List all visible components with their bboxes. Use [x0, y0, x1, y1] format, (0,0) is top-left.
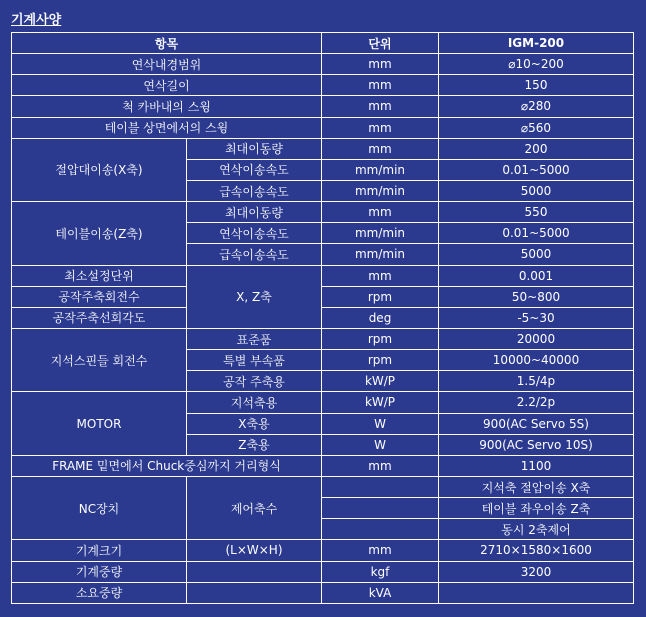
row-value: 5000 — [439, 244, 634, 265]
row-value: 5000 — [439, 180, 634, 201]
row-unit: mm — [322, 455, 439, 476]
row-label: 공작주축선회각도 — [12, 307, 187, 328]
table-row — [12, 96, 634, 117]
header-unit: 단위 — [322, 33, 439, 54]
table-row — [12, 476, 634, 497]
row-unit: kgf — [322, 561, 439, 582]
row-value: ⌀560 — [439, 117, 634, 138]
row-value: 20000 — [439, 328, 634, 349]
row-unit: mm/min — [322, 223, 439, 244]
row-unit — [322, 498, 439, 519]
table-row — [12, 286, 634, 307]
group-label: 절압대이송(X축) — [12, 138, 187, 201]
table-row — [12, 561, 634, 582]
row-unit: W — [322, 413, 439, 434]
row-unit: rpm — [322, 328, 439, 349]
row-unit: mm — [322, 202, 439, 223]
sub-label: 연삭이송속도 — [187, 159, 322, 180]
table-row — [12, 54, 634, 75]
sub-label: Z축용 — [187, 434, 322, 455]
row-value: 동시 2축제어 — [439, 519, 634, 540]
row-unit: mm/min — [322, 180, 439, 201]
row-unit: mm — [322, 117, 439, 138]
sub-label: 지석축용 — [187, 392, 322, 413]
group-label: NC장치 — [12, 476, 187, 539]
sub-label — [187, 561, 322, 582]
row-unit: kW/P — [322, 371, 439, 392]
row-unit — [322, 519, 439, 540]
row-unit — [322, 476, 439, 497]
row-value: ⌀280 — [439, 96, 634, 117]
row-unit: rpm — [322, 286, 439, 307]
row-unit: W — [322, 434, 439, 455]
axis-label: X, Z축 — [187, 265, 322, 328]
row-value: 150 — [439, 75, 634, 96]
row-label: 테이블 상면에서의 스윙 — [12, 117, 322, 138]
row-unit: kVA — [322, 582, 439, 603]
row-unit: mm — [322, 540, 439, 561]
table-row — [12, 582, 634, 603]
header-model: IGM-200 — [439, 33, 634, 54]
sub-label: 최대이동량 — [187, 138, 322, 159]
table-row — [12, 265, 634, 286]
page-title: 기계사양 — [11, 13, 62, 28]
row-value: 200 — [439, 138, 634, 159]
row-unit: mm/min — [322, 159, 439, 180]
table-row — [12, 455, 634, 476]
row-label: 기계중량 — [12, 561, 187, 582]
table-row — [12, 138, 634, 159]
row-unit: deg — [322, 307, 439, 328]
sub-label: 연삭이송속도 — [187, 223, 322, 244]
row-value: 10000~40000 — [439, 350, 634, 371]
row-value: 지석축 절압이송 X축 — [439, 476, 634, 497]
row-value: 테이블 좌우이송 Z축 — [439, 498, 634, 519]
row-value: 2.2/2p — [439, 392, 634, 413]
row-value: 1.5/4p — [439, 371, 634, 392]
row-value: -5~30 — [439, 307, 634, 328]
table-row — [12, 202, 634, 223]
sub-label: 특별 부속품 — [187, 350, 322, 371]
row-unit: kW/P — [322, 392, 439, 413]
row-value: 2710×1580×1600 — [439, 540, 634, 561]
group-label: 테이블이송(Z축) — [12, 202, 187, 265]
header-item: 항목 — [12, 33, 322, 54]
header-row — [12, 33, 634, 54]
row-value: 1100 — [439, 455, 634, 476]
group-label: MOTOR — [12, 392, 187, 455]
row-value: 550 — [439, 202, 634, 223]
row-value: 900(AC Servo 10S) — [439, 434, 634, 455]
row-unit: rpm — [322, 350, 439, 371]
row-value — [439, 582, 634, 603]
row-value: 3200 — [439, 561, 634, 582]
row-label: FRAME 밑면에서 Chuck중심까지 거리형식 — [12, 455, 322, 476]
sub-label: 급속이송속도 — [187, 244, 322, 265]
sub-label: 제어축수 — [187, 476, 322, 539]
table-row — [12, 117, 634, 138]
row-label: 공작주축회전수 — [12, 286, 187, 307]
sub-label — [187, 582, 322, 603]
table-row — [12, 307, 634, 328]
table-row — [12, 328, 634, 349]
sub-label: (L×W×H) — [187, 540, 322, 561]
row-unit: mm — [322, 75, 439, 96]
row-label: 연삭내경범위 — [12, 54, 322, 75]
row-value: 900(AC Servo 5S) — [439, 413, 634, 434]
table-row — [12, 540, 634, 561]
row-value: 0.01~5000 — [439, 159, 634, 180]
sub-label: 최대이동량 — [187, 202, 322, 223]
sub-label: X축용 — [187, 413, 322, 434]
row-unit: mm — [322, 138, 439, 159]
row-unit: mm/min — [322, 244, 439, 265]
row-label: 연삭길이 — [12, 75, 322, 96]
sub-label: 표준품 — [187, 328, 322, 349]
row-unit: mm — [322, 96, 439, 117]
row-value: ⌀10~200 — [439, 54, 634, 75]
group-label: 지석스핀들 회전수 — [12, 328, 187, 391]
spec-table — [11, 32, 634, 604]
sub-label: 공작 주축용 — [187, 371, 322, 392]
table-row — [12, 392, 634, 413]
row-value: 0.001 — [439, 265, 634, 286]
row-label: 최소설정단위 — [12, 265, 187, 286]
sub-label: 급속이송속도 — [187, 180, 322, 201]
row-label: 척 카바내의 스윙 — [12, 96, 322, 117]
row-value: 0.01~5000 — [439, 223, 634, 244]
table-row — [12, 75, 634, 96]
row-label: 소요중량 — [12, 582, 187, 603]
row-unit: mm — [322, 265, 439, 286]
row-value: 50~800 — [439, 286, 634, 307]
row-label: 기계크기 — [12, 540, 187, 561]
row-unit: mm — [322, 54, 439, 75]
